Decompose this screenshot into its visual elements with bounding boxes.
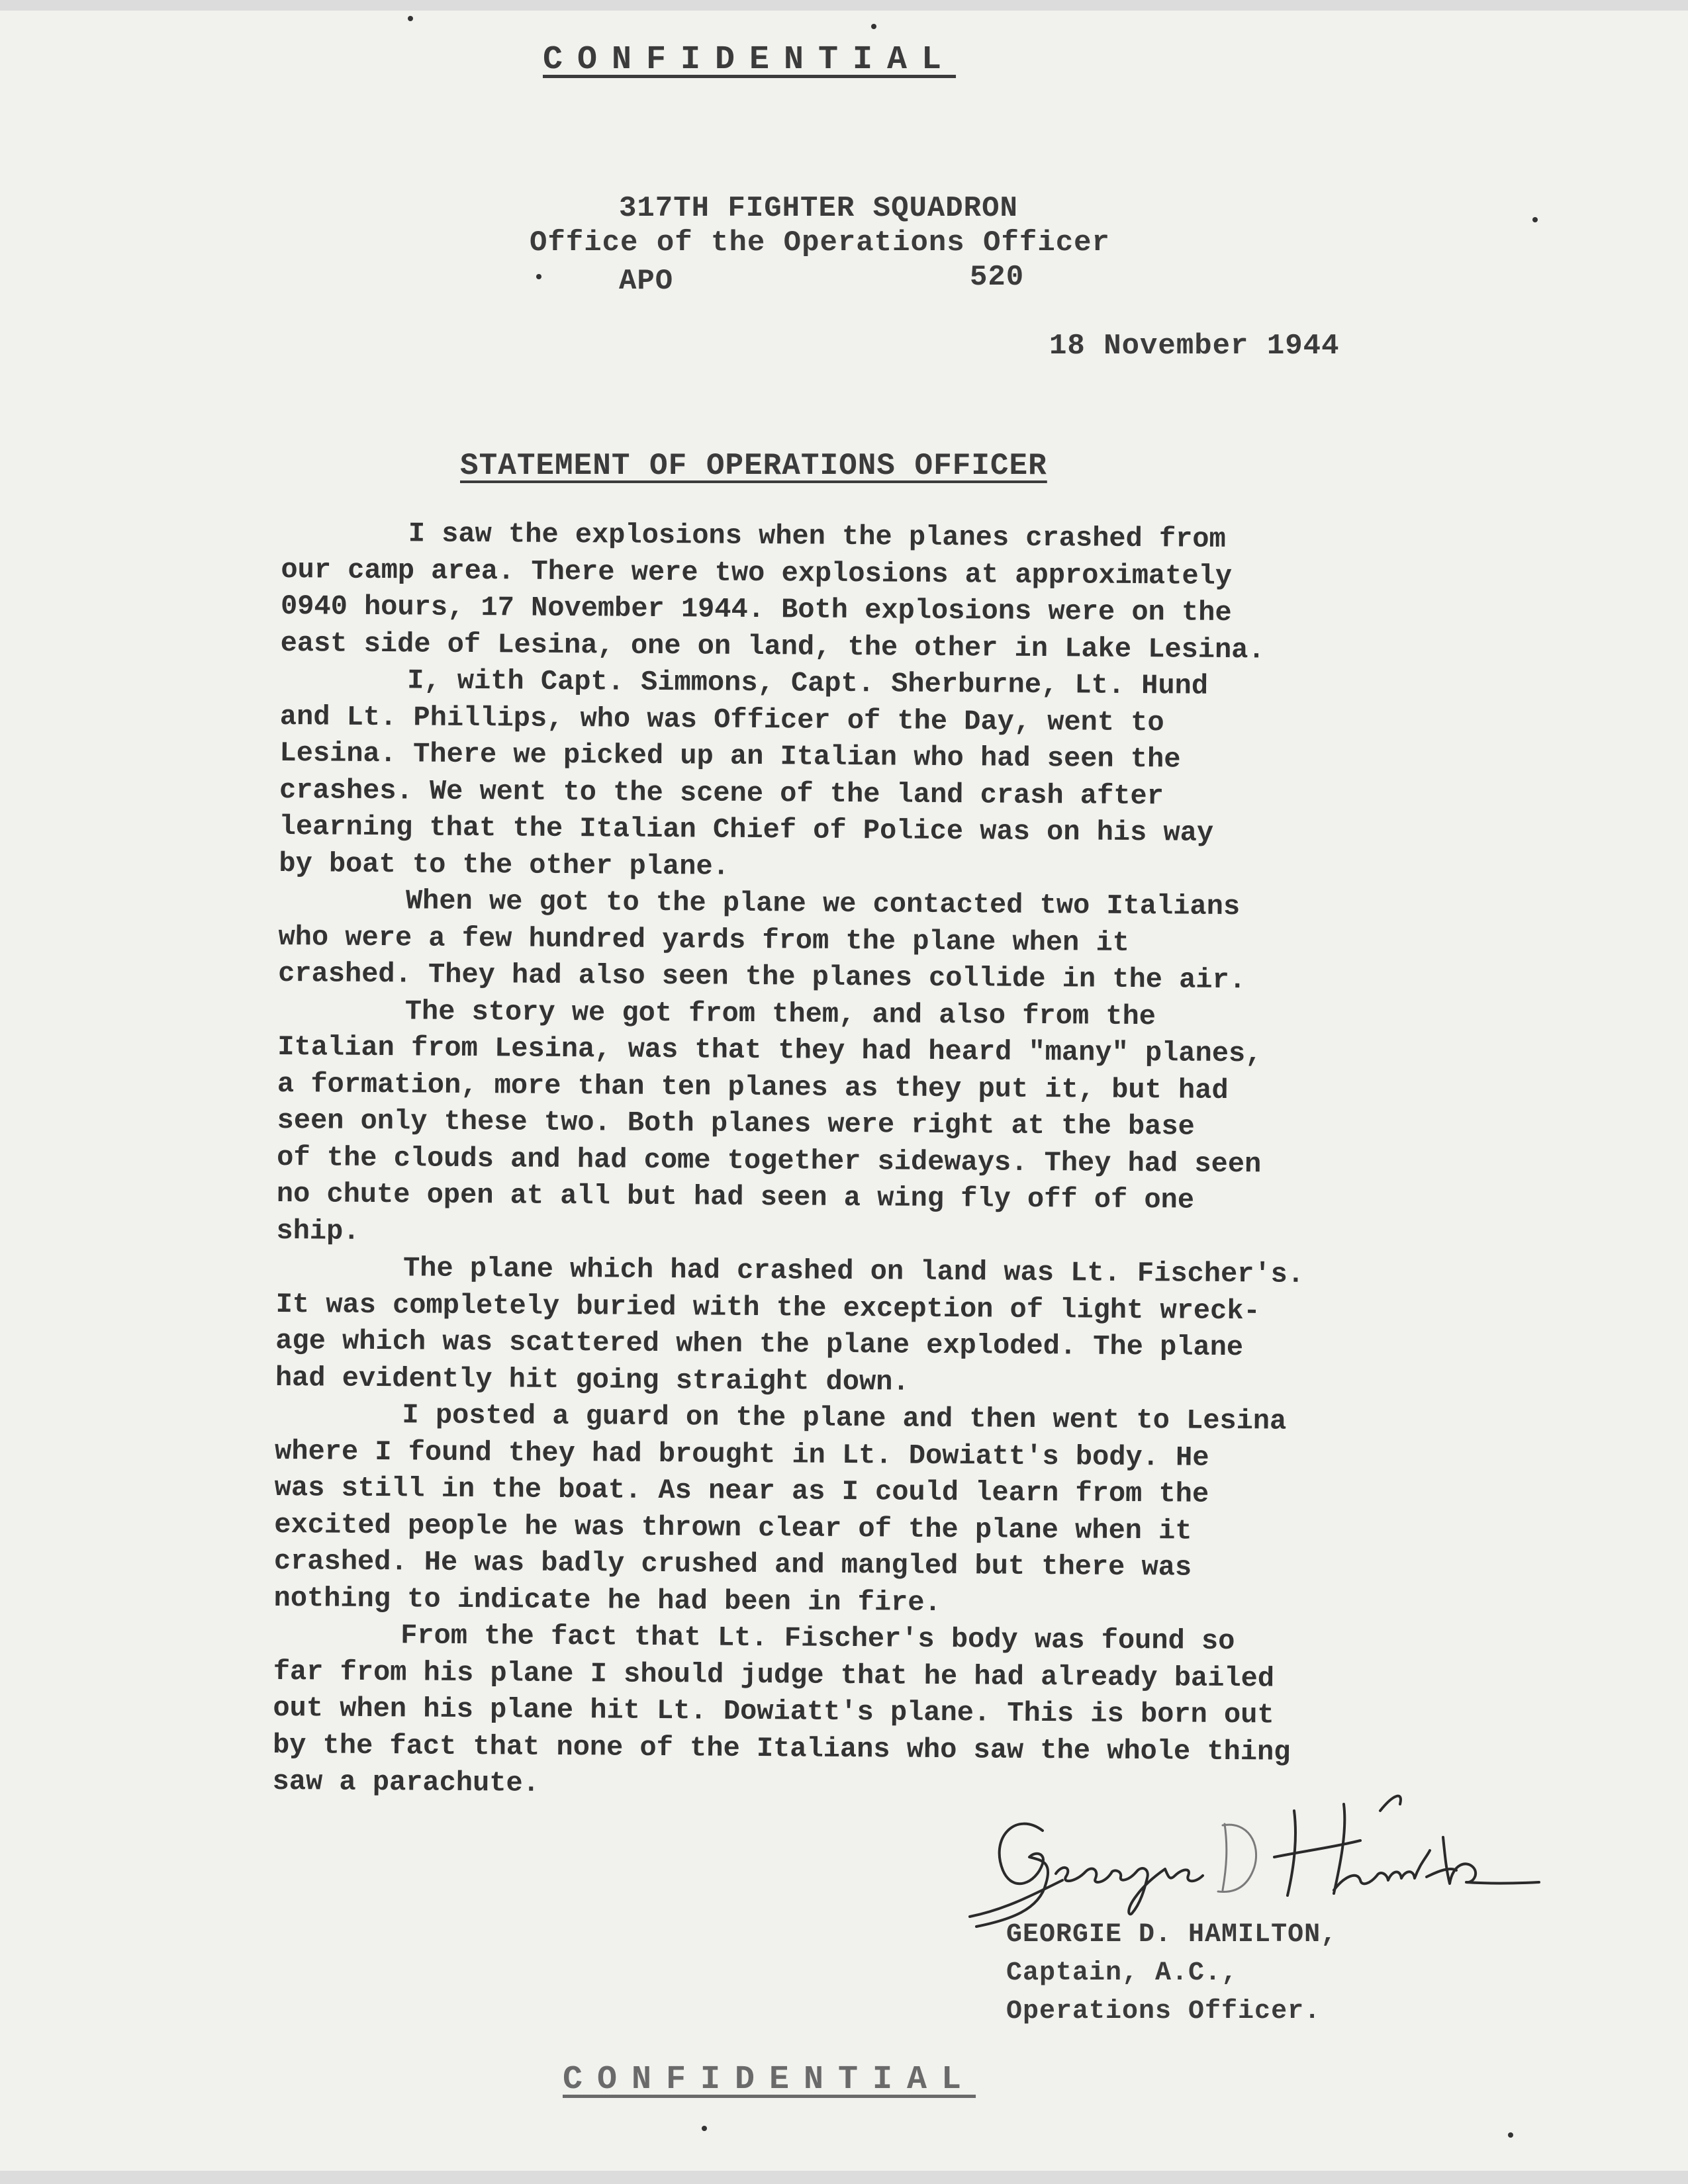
statement-line: far from his plane I should judge that he had already bailed xyxy=(273,1655,1275,1695)
classification-bottom: CONFIDENTIAL xyxy=(563,2061,976,2099)
paper-speck xyxy=(408,16,413,21)
statement-line: where I found they had brought in Lt. Dowiatt's body. He xyxy=(274,1435,1209,1474)
classification-top: CONFIDENTIAL xyxy=(543,41,957,79)
statement-line: crashes. We went to the scene of the land crash after xyxy=(279,774,1164,812)
statement-body xyxy=(272,515,1460,1809)
signatory-name: GEORGIE D. HAMILTON, xyxy=(1006,1920,1338,1950)
apo-label: APO xyxy=(619,265,674,298)
statement-line: The story we got from them, and also from the xyxy=(404,995,1156,1032)
statement-line: our camp area. There were two explosions at approximately xyxy=(281,553,1233,592)
office-name: Office of the Operations Officer xyxy=(530,226,1110,259)
statement-line: Lesina. There we picked up an Italian who had seen the xyxy=(279,737,1181,776)
statement-line: crashed. He was badly crushed and mangled but there was xyxy=(273,1545,1192,1584)
statement-line: who were a few hundred yards from the plane when it xyxy=(278,921,1130,959)
statement-line: east side of Lesina, one on land, the other in Lake Lesina. xyxy=(280,627,1265,666)
statement-line: by boat to the other plane. xyxy=(279,847,729,883)
document-date: 18 November 1944 xyxy=(1049,330,1340,363)
statement-line: age which was scattered when the plane exploded. The plane xyxy=(275,1324,1244,1364)
apo-number: 520 xyxy=(970,261,1025,294)
statement-line: I, with Capt. Simmons, Capt. Sherburne, Lt. Hund xyxy=(407,664,1209,702)
statement-line: saw a parachute. xyxy=(272,1765,540,1799)
statement-line: Italian from Lesina, was that they had heard "many" planes, xyxy=(277,1030,1262,1070)
document-title: STATEMENT OF OPERATIONS OFFICER xyxy=(460,449,1047,483)
statement-line: out when his plane hit Lt. Dowiatt's plane. This is born out xyxy=(273,1692,1274,1731)
unit-name: 317TH FIGHTER SQUADRON xyxy=(619,192,1018,225)
paper-speck xyxy=(871,24,876,29)
statement-line: I posted a guard on the plane and then went to Lesina xyxy=(402,1399,1287,1437)
statement-line: When we got to the plane we contacted two Italians xyxy=(405,885,1241,923)
handwritten-signature xyxy=(963,1784,1572,1936)
statement-line: and Lt. Phillips, who was Officer of the Day, went to xyxy=(279,700,1164,739)
paper-speck xyxy=(536,274,541,279)
statement-line: excited people he was thrown clear of the plane when it xyxy=(274,1508,1192,1547)
statement-line: crashed. They had also seen the planes collide in the air. xyxy=(277,957,1246,997)
statement-line: nothing to indicate he had been in fire. xyxy=(273,1582,941,1619)
paper-speck xyxy=(1532,217,1538,222)
statement-line: seen only these two. Both planes were right at the base xyxy=(277,1104,1195,1143)
statement-line: had evidently hit going straight down. xyxy=(275,1361,910,1398)
statement-line: It was completely buried with the exception of light wreck- xyxy=(275,1288,1260,1327)
statement-line: ship. xyxy=(276,1214,360,1248)
paper-speck xyxy=(702,2126,707,2131)
signatory-title: Operations Officer. xyxy=(1006,1997,1321,2026)
statement-line: by the fact that none of the Italians who saw the whole thing xyxy=(272,1729,1291,1768)
statement-line: was still in the boat. As near as I could learn from the xyxy=(274,1471,1209,1510)
statement-line: no chute open at all but had seen a wing fly off of one xyxy=(276,1177,1195,1216)
statement-line: learning that the Italian Chief of Police was on his way xyxy=(279,810,1214,849)
statement-line: From the fact that Lt. Fischer's body was found so xyxy=(400,1619,1235,1658)
statement-line: of the clouds and had come together sideways. They had seen xyxy=(277,1141,1262,1180)
paper-speck xyxy=(1508,2132,1513,2138)
document-page xyxy=(0,11,1688,2171)
statement-line: 0940 hours, 17 November 1944. Both explosions were on the xyxy=(280,590,1232,629)
statement-line: a formation, more than ten planes as they put it, but had xyxy=(277,1068,1229,1107)
statement-line: The plane which had crashed on land was Lt. Fischer's. xyxy=(402,1252,1305,1291)
signatory-rank: Captain, A.C., xyxy=(1006,1958,1239,1988)
statement-line: I saw the explosions when the planes crashed from xyxy=(408,518,1226,555)
